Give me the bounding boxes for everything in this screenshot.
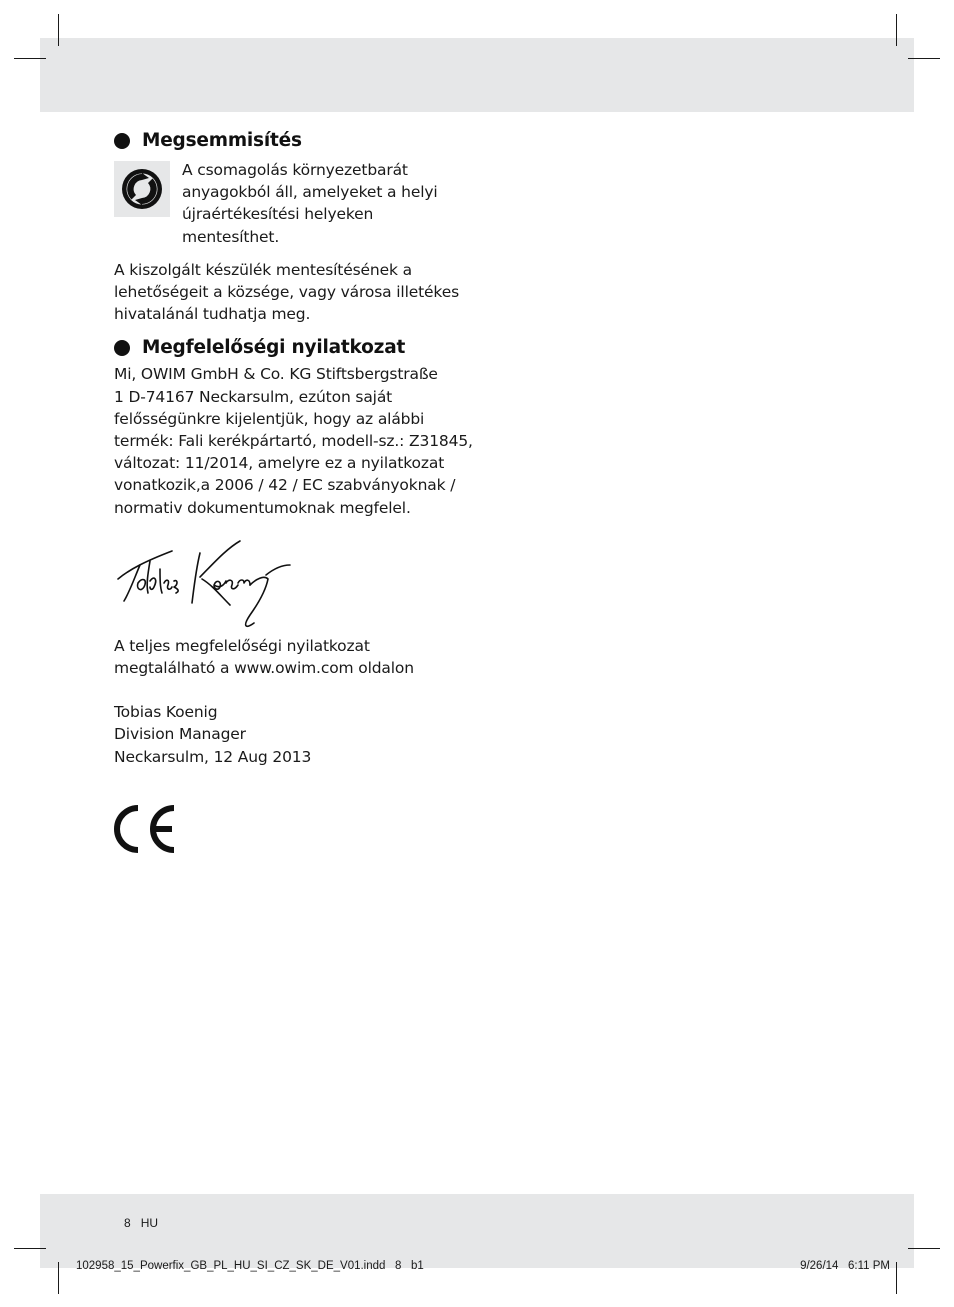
text-line: lehetőségeit a községe, vagy városa illetékes xyxy=(114,283,460,302)
signer-name: Tobias Koenig xyxy=(114,703,218,722)
bullet-icon xyxy=(114,133,130,149)
text-line: A kiszolgált készülék mentesítésének a xyxy=(114,260,412,279)
text-line: anyagokból áll, amelyeket a helyi xyxy=(182,183,438,202)
recycling-icon-box xyxy=(114,161,170,217)
main-content xyxy=(114,130,474,768)
header-band xyxy=(40,38,914,112)
crop-mark xyxy=(896,1262,897,1294)
handwritten-signature xyxy=(116,539,296,631)
text-line: változat: 11/2014, amelyre ez a nyilatkozat xyxy=(114,454,445,473)
text-line: A csomagolás környezetbarát xyxy=(182,161,408,179)
page-number-value: 8 xyxy=(124,1216,131,1230)
signer-block xyxy=(114,701,474,768)
packaging-info xyxy=(114,159,474,248)
packaging-text xyxy=(182,159,438,248)
crop-mark xyxy=(908,1248,940,1249)
text-line: mentesíthet. xyxy=(182,227,280,246)
text-line: 1 D-74167 Neckarsulm, ezúton saját xyxy=(114,387,393,406)
print-timestamp: 9/26/14 6:11 PM xyxy=(800,1260,890,1272)
crop-mark xyxy=(14,58,46,59)
text-line: megtalálható a www.owim.com oldalon xyxy=(114,659,414,678)
text-line: felősségünkre kijelentjük, hogy az alábbi xyxy=(114,409,425,428)
crop-mark xyxy=(14,1248,46,1249)
text-line: hivatalánál tudhatja meg. xyxy=(114,305,311,324)
disposal-heading-text: Megsemmisítés xyxy=(142,130,302,151)
text-line: normativ dokumentumoknak megfelel. xyxy=(114,498,411,517)
recycling-icon xyxy=(120,167,164,211)
file-info: 102958_15_Powerfix_GB_PL_HU_SI_CZ_SK_DE_V01.indd 8 b1 xyxy=(76,1260,424,1272)
crop-mark xyxy=(58,1262,59,1294)
crop-mark xyxy=(908,58,940,59)
text-line: újraértékesítési helyeken xyxy=(182,205,374,224)
text-line: A teljes megfelelőségi nyilatkozat xyxy=(114,636,370,655)
conformity-heading-text: Megfelelőségi nyilatkozat xyxy=(142,337,406,359)
ce-mark-icon xyxy=(112,804,180,854)
page-number xyxy=(124,1216,158,1230)
text-line: termék: Fali kerékpártartó, modell-sz.: Z31845, xyxy=(114,432,473,451)
signature xyxy=(116,539,474,631)
bullet-icon xyxy=(114,340,130,356)
declaration-text xyxy=(114,363,474,518)
signer-place-date: Neckarsulm, 12 Aug 2013 xyxy=(114,747,312,766)
signer-title: Division Manager xyxy=(114,725,246,744)
text-line: Mi, OWIM GmbH & Co. KG Stiftsbergstraße xyxy=(114,365,438,384)
crop-mark xyxy=(896,14,897,46)
crop-mark xyxy=(58,14,59,46)
disposal-heading xyxy=(114,130,474,151)
device-disposal-text xyxy=(114,259,474,326)
footer-band xyxy=(40,1194,914,1268)
ce-mark xyxy=(112,804,180,858)
language-code: HU xyxy=(140,1216,159,1230)
conformity-heading xyxy=(114,337,474,358)
text-line: vonatkozik,a 2006 / 42 / EC szabványoknak / xyxy=(114,476,456,495)
full-declaration-text xyxy=(114,635,474,679)
